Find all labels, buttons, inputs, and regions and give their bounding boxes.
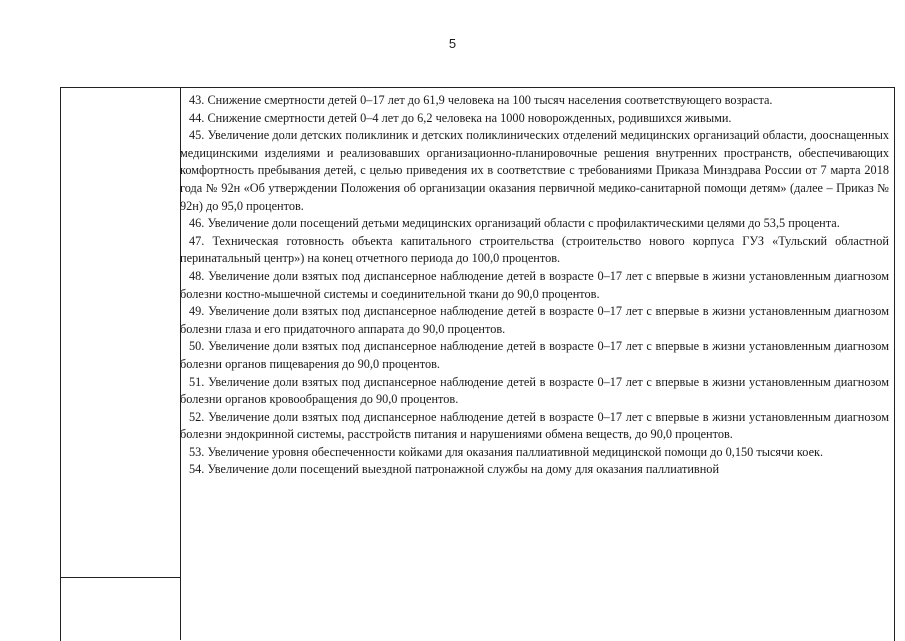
- list-item-51: 51. Увеличение доли взятых под диспансерное наблюдение детей в возрасте 0–17 лет с впервые в жизни установленным диагнозом болезни органов кровообращения до 90,0 процентов.: [180, 374, 889, 407]
- list-item-49: 49. Увеличение доли взятых под диспансерное наблюдение детей в возрасте 0–17 лет с впервые в жизни установленным диагнозом болезни глаза и его придаточного аппарата до 90,0 процентов.: [180, 304, 889, 336]
- list-item-43: 43. Снижение смертности детей 0–17 лет до 61,9 человека на 100 тысяч населения соответствующего возраста.: [189, 93, 773, 107]
- list-item-44: 44. Снижение смертности детей 0–4 лет до 6,2 человека на 1000 новорожденных, родившихся живыми.: [189, 110, 732, 125]
- list-item-50: 50. Увеличение доли взятых под диспансерное наблюдение детей в возрасте 0–17 лет с впервые в жизни установленным диагнозом болезни органов пищеварения до 90,0 процентов.: [180, 339, 889, 371]
- text-column: [180, 92, 889, 479]
- list-item-45: 45. Увеличение доли детских поликлиник и детских поликлинических отделений медицинских организаций области, дооснащенных медицинскими изделиями и реализовавших организационно-планировочные решения внутренних пространств, обеспечивающих комфортность пребывания детей, с целью приведения их в соответствие с требованиями Приказа Минздрава России от 7 марта 2018 года № 92н «Об утверждении Положения об организации оказания первичной медико-санитарной помощи детям» (далее – Приказ № 92н) до 95,0 процентов.: [180, 128, 889, 213]
- list-item-48: 48. Увеличение доли взятых под диспансерное наблюдение детей в возрасте 0–17 лет с впервые в жизни установленным диагнозом болезни костно-мышечной системы и соединительной ткани до 90,0 процентов.: [180, 268, 889, 301]
- left-cell-bottom-border: [60, 577, 180, 578]
- list-item-47: 47. Техническая готовность объекта капитального строительства (строительство нового корпуса ГУЗ «Тульский областной перинатальный центр») на конец отчетного периода до 100,0 процентов.: [180, 233, 889, 266]
- list-item-46: 46. Увеличение доли посещений детьми медицинских организаций области с профилактическими целями до 53,5 процента.: [189, 216, 840, 231]
- list-item-54: 54. Увеличение доли посещений выездной патронажной службы на дому для оказания паллиативной: [189, 462, 720, 477]
- list-item-52: 52. Увеличение доли взятых под диспансерное наблюдение детей в возрасте 0–17 лет с впервые в жизни установленным диагнозом болезни эндокринной системы, расстройств питания и нарушениями обмена веществ, до 90,0 процентов.: [180, 409, 889, 442]
- list-item-53: 53. Увеличение уровня обеспеченности койками для оказания паллиативной медицинской помощи до 0,150 тысячи коек.: [189, 444, 824, 459]
- page-number: 5: [448, 36, 457, 51]
